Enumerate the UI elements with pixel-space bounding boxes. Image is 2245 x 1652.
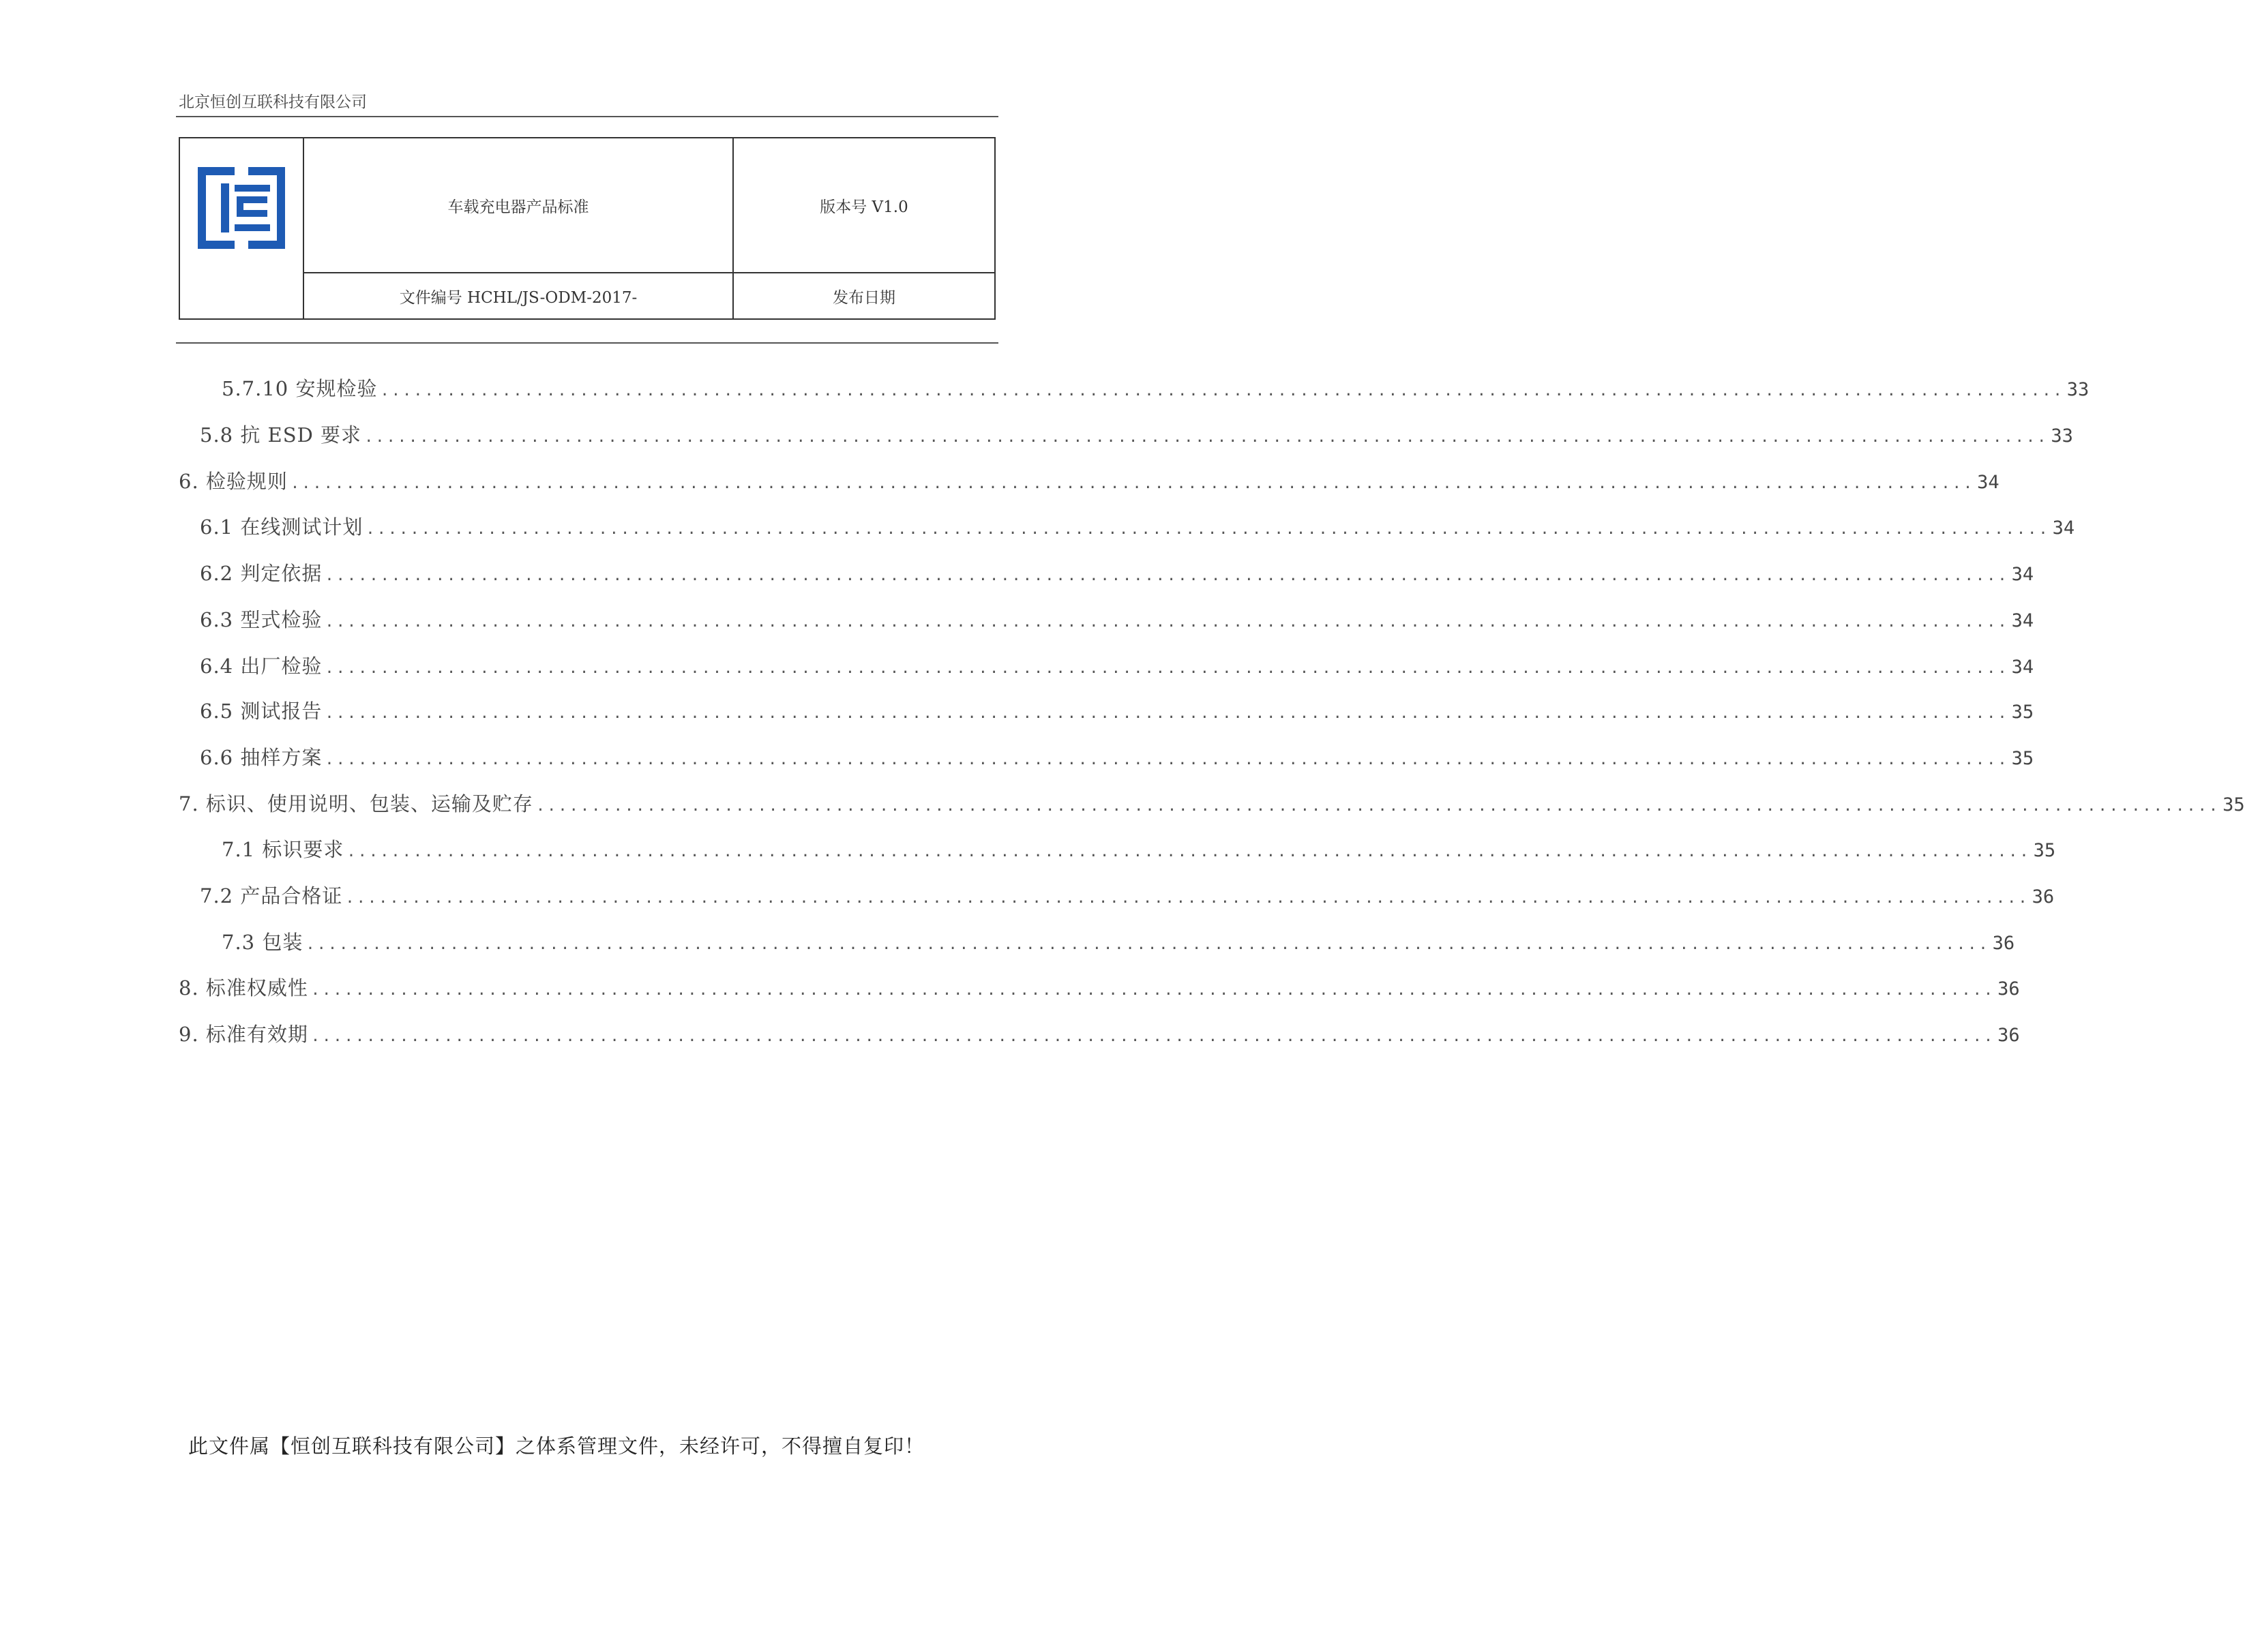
document-header-table [179,137,996,320]
toc-leader-dots: ........................................................................................................................................................ [325,705,2009,722]
toc-entry[interactable] [222,374,2090,401]
toc-entry-label: 6. 检验规则 [179,470,288,493]
toc-entry-page: 34 [1977,472,1999,493]
toc-leader-dots: ........................................................................................................................................................ [325,567,2009,584]
toc-entry-page: 34 [2052,517,2075,539]
doc-title-cell [303,138,733,273]
toc-entry[interactable] [222,835,2056,862]
toc-leader-dots: ........................................................................................................................................................ [380,382,2064,400]
toc-leader-dots: ........................................................................................................................................................ [535,798,2220,815]
toc-entry[interactable] [200,512,2075,539]
toc-leader-dots: ........................................................................................................................................................ [310,982,1995,999]
toc-entry[interactable] [200,881,2055,908]
toc-entry-page: 36 [1997,978,2020,1000]
toc-entry-label: 6.1 在线测试计划 [200,515,363,539]
release-date-cell [733,273,995,319]
toc-entry-label: 6.4 出厂检验 [200,655,323,678]
toc-entry-label: 7. 标识、使用说明、包装、运输及贮存 [179,792,533,815]
toc-entry[interactable] [200,742,2034,770]
toc-entry-label: 6.6 抽样方案 [200,746,323,769]
toc-entry-page: 36 [1992,933,2015,954]
toc-leader-dots: ........................................................................................................................................................ [325,614,2009,631]
toc-leader-dots: ........................................................................................................................................................ [325,660,2009,677]
toc-entry-page: 36 [2032,886,2055,907]
toc-entry[interactable] [222,927,2015,955]
header-rule [176,116,998,117]
toc-entry-page: 33 [2051,425,2073,447]
toc-entry-label: 6.3 型式检验 [200,608,323,631]
toc-entry-label: 7.3 包装 [222,931,303,954]
toc-leader-dots: ........................................................................................................................................................ [346,843,2031,860]
toc-entry-label: 6.5 测试报告 [200,700,323,723]
toc-entry-label: 5.8 抗 ESD 要求 [200,423,362,447]
toc-leader-dots: ........................................................................................................................................................ [310,1028,1995,1045]
version: 版本号 V1.0 [820,198,908,216]
toc-leader-dots: ........................................................................................................................................................ [325,751,2009,768]
header-bottom-rule [176,342,998,344]
toc-entry[interactable] [179,1019,2020,1047]
toc-entry-label: 7.1 标识要求 [222,838,344,861]
toc-entry[interactable] [179,973,2020,1000]
toc-entry[interactable] [200,651,2034,678]
toc-entry-label: 8. 标准权威性 [179,976,308,1000]
toc-entry-page: 35 [2011,702,2034,723]
toc-entry-page: 34 [2011,610,2034,631]
toc-entry-page: 35 [2033,840,2056,861]
toc-leader-dots: ........................................................................................................................................................ [345,890,2030,907]
toc-entry-page: 33 [2066,379,2090,400]
toc-entry-page: 35 [2011,748,2034,769]
toc-entry[interactable] [200,420,2073,447]
toc-entry-page: 35 [2222,794,2245,815]
toc-entry[interactable] [200,558,2034,586]
version-cell [733,138,995,273]
toc-entry-page: 34 [2011,657,2034,678]
toc-entry-page: 34 [2011,564,2034,585]
company-name: 北京恒创互联科技有限公司 [179,93,367,111]
toc-entry-label: 6.2 判定依据 [200,562,323,585]
toc-leader-dots: ........................................................................................................................................................ [364,429,2049,446]
copyright-notice: 此文件属【恒创互联科技有限公司】之体系管理文件，未经许可，不得擅自复印！ [188,1435,925,1458]
doc-number-cell [303,273,733,319]
toc-entry[interactable] [200,605,2034,632]
release-date: 发布日期 [833,288,895,307]
logo-cell [179,138,303,319]
toc-entry-page: 36 [1997,1025,2020,1046]
toc-entry[interactable] [179,789,2245,816]
company-logo [196,166,286,250]
toc-entry[interactable] [200,696,2034,723]
toc-entry-label: 7.2 产品合格证 [200,884,343,907]
toc-entry-label: 9. 标准有效期 [179,1023,308,1046]
doc-title: 车载充电器产品标准 [447,198,589,216]
doc-number: 文件编号 HCHL/JS-ODM-2017- [399,288,638,307]
toc-entry[interactable] [179,466,1999,494]
toc-leader-dots: ........................................................................................................................................................ [290,475,1975,492]
toc-entry-label: 5.7.10 安规检验 [222,377,378,400]
toc-leader-dots: ........................................................................................................................................................ [306,936,1990,953]
toc-leader-dots: ........................................................................................................................................................ [366,521,2050,538]
